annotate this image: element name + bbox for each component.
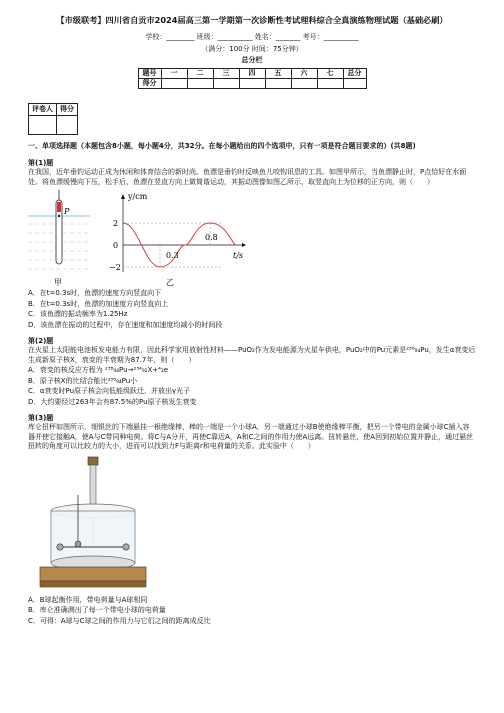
score-cell: 得分 [138,79,161,89]
exam-meta: （满分：100分 时间：75分钟） [201,44,303,53]
score-cell-blank [213,79,239,89]
score-cell-blank [239,79,265,89]
score-cell-blank [291,79,317,89]
grader-table [28,103,78,135]
score-cell: 七 [317,68,343,78]
score-table [138,68,367,90]
doc-title: 【市级联考】四川省自贡市2024届高三第一学期第一次诊断性考试理科综合全真演练物理试题（基础必刷） [56,15,448,25]
score-cell-blank [343,79,366,89]
x-axis-label: t/s [233,251,244,261]
y-tick-label: −2 [109,263,121,273]
y-tick-label: 0 [113,241,119,251]
grader-score-label: 得分 [57,104,78,116]
grader-blank [29,116,57,135]
point-p-label: P [64,207,70,217]
question-2-option: B．原子核X的比结合能比²³⁸₉₄Pu小 [28,376,138,385]
score-cell-blank [317,79,343,89]
score-cell-blank [187,79,213,89]
question-1-label: 第(1)题 [28,158,54,167]
vibration-graph [109,192,246,287]
question-3-option: C．可得：A球与C球之间的作用力与它们之间的距离成反比 [28,616,211,625]
total-score-header: 总分栏 [241,56,263,65]
time-mark-label: 0.8 [205,233,218,243]
time-mark-label: 0.3 [166,251,179,261]
score-table-score-row [138,79,366,89]
score-cell: 三 [213,68,239,78]
score-cell-blank [265,79,291,89]
question-2-option: D．大约要经过263年会有87.5%的Pu原子核发生衰变 [28,397,197,406]
question-1-figure [28,190,476,288]
question-2-option: C．α衰变时Pu原子核会向低能级跃迁，并放出γ光子 [28,387,191,396]
score-cell: 总分 [343,68,366,78]
question-3-label: 第(3)题 [28,414,54,423]
question-1-option: C．该鱼漂的振动频率为1.25Hz [28,310,128,319]
question-3-option: B．库仑准确测出了每一个带电小球的电荷量 [28,606,166,615]
question-3-option: A．B球起衡作用，带电荷量与A球相同 [28,595,148,604]
question-2-option: A．衰变的核反应方程为 ²³⁸₉₄Pu→²³⁴₉₂X+⁴₂e [28,366,169,375]
score-cell: 五 [265,68,291,78]
time-axis-arrow-icon [242,243,246,247]
grader-blank [57,116,78,135]
score-cell: 四 [239,68,265,78]
y-axis-arrow-icon [121,194,125,199]
score-table-header-row [138,68,366,78]
score-cell: 二 [187,68,213,78]
figure-jia-caption: 甲 [54,278,62,288]
grader-label: 评卷人 [29,104,57,116]
fishing-float [56,190,62,264]
question-1-stem: 在我国，近年垂钓运动正成为休闲和体育结合的新时尚。鱼漂是垂钓时反映鱼儿咬钩讯息的工具。如图甲所示，当鱼漂静止时，P点恰好在水面处。将鱼漂缓慢向下压，松手后，鱼漂在竖直方向上做简谐运动，其振动图像如图乙所示，取竖直向上为位移的正方向，则（ ） [28,168,467,186]
y-tick-label: 2 [113,219,119,229]
student-info-line: 学校：________ 班级：__________ 姓名：_______ 考号：__________ [145,33,359,42]
question-1-option: A．在t=0.3s时，鱼漂的速度方向竖直向下 [28,289,162,298]
score-cell: 六 [291,68,317,78]
question-1-option: D．该鱼漂在振动的过程中，存在速度和加速度均减小的时间段 [28,320,223,329]
question-1-option: B．在t=0.3s时，鱼漂的加速度方向竖直向上 [28,299,169,308]
question-3-stem: 库仑扭秤如图所示，细银丝的下端悬挂一根绝缘棒，棒的一端是一个小球A，另一端通过小球B使绝缘棒平衡，把另一个带电的金属小球C插入容器并使它接触A，使A与C带同种电荷。将C与A分开，再使C靠近A，A和C之间的作用力使A远离。扭转悬丝，使A回到初始位置并静止，通过悬丝扭转的角度可以比较力的大小，进而可以找到力F与距离r和电荷量的关系。此实验中（ ） [28,423,474,451]
question-3-figure [28,455,476,595]
question-2-stem: 在火星上太阳能电池板发电能力有限，因此科学家用放射性材料——PuO₂作为发电能源为火星车供电，PuO₂中的Pu元素是²³⁸₉₄Pu，发生α衰变后生成新原子核X，衰变的半衰期为87.7年，则（ ） [28,346,476,364]
y-axis-label: y/cm [128,192,148,202]
section-heading: 一、单项选择题（本题包含8小题，每小题4分，共32分。在每小题给出的四个选项中，只有一项是符合题目要求的）(共8题) [28,142,416,151]
figure-yi-caption: 乙 [166,278,174,288]
torsion-balance-illustration [28,455,158,595]
question-2-label: 第(2)题 [28,336,54,345]
question-1-figure-svg [28,190,258,288]
score-cell: 一 [161,68,187,78]
score-cell: 题号 [138,68,161,78]
score-cell-blank [161,79,187,89]
